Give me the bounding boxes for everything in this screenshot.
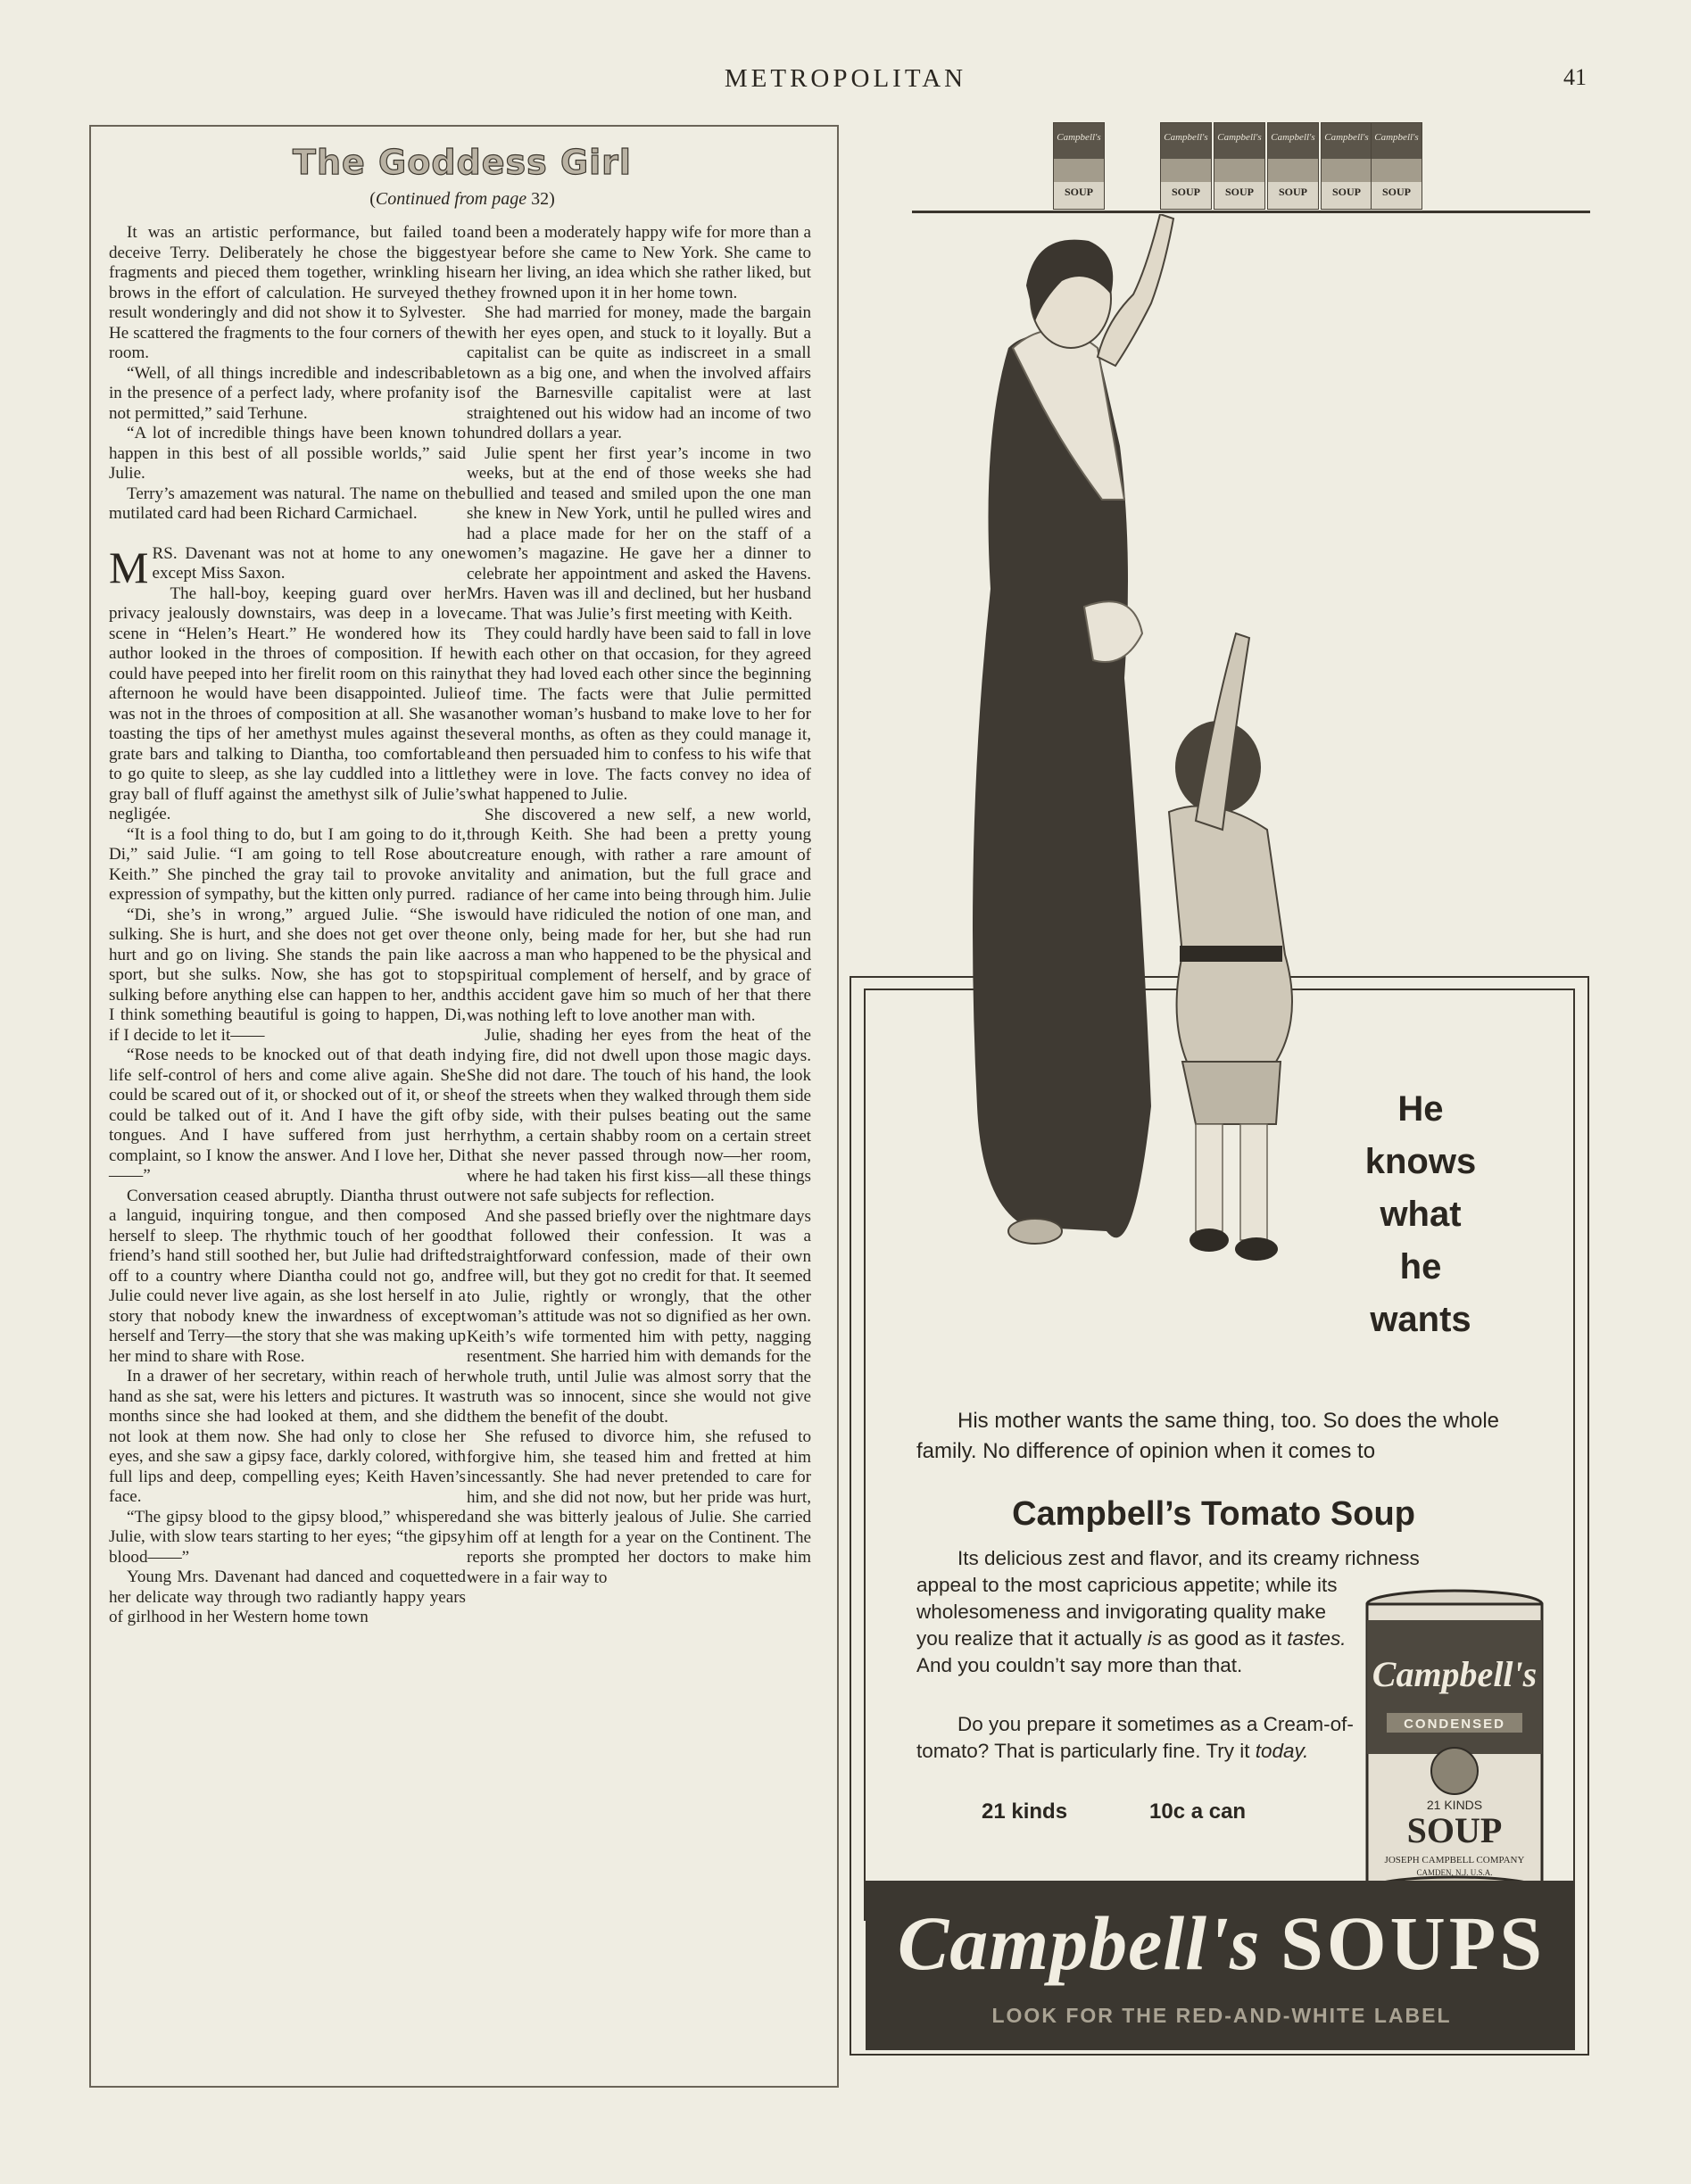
dropcap-paragraph: MRS. Davenant was not at home to any one except Miss Saxon. [109, 542, 466, 592]
magazine-title: METROPOLITAN [724, 64, 967, 93]
ad-product-name: Campbell’s Tomato Soup [1012, 1495, 1415, 1533]
can-company-text: JOSEPH CAMPBELL COMPANY [1384, 1855, 1525, 1866]
shelf-can: Campbell's SOUP [1321, 122, 1372, 210]
paragraph: She refused to divorce him, she refused to forgive him, she teased him and fretted at him incessantly. She had never pretended to care for him, and she did not now, but her pride was hurt, and she was bitterly jealous of Julie. She carried him off at length for a year on the Continent. The reports she prompted her doctors to make him were in a fair way to [467, 1427, 811, 1587]
page-number: 41 [1563, 64, 1587, 90]
article-column-left [109, 223, 466, 1628]
paragraph: In a drawer of her secretary, within reach of her hand as she sat, were his letters and pictures. It was months since she had looked at them, and she did not look at them now. She had only to close her eyes, and she saw a gipsy face, darkly colored, with full lips and deep, compelling eyes; Keith Haven’s face. [109, 1367, 466, 1506]
ad-kinds-count: 21 kinds [982, 1799, 1068, 1824]
shelf-can: Campbell's SOUP [1160, 122, 1212, 210]
paragraph: Terry’s amazement was natural. The name on the mutilated card had been Richard Carmichael. [109, 484, 466, 523]
ad-banner-brand: Campbell's SOUPS [897, 1900, 1546, 1986]
drop-cap: M [109, 542, 149, 592]
paragraph: She discovered a new self, a new world, through Keith. She had been a pretty young creature enough, with rather a rare amount of vitality and animation, but the full grace and radiance of her came into being through him. Julie would have ridiculed the notion of one man, and one only, being made for her, but she had run across a man who happened to be the physical and spiritual complement of herself, and by grace of this accident gave him so much of her that there was nothing left to love another man with. [467, 805, 811, 1025]
paragraph: and been a moderately happy wife for more than a year before she came to New York. She came to earn her living, an idea which she rather liked, but they frowned upon it in her home town. [467, 223, 811, 302]
can-brand-text: Campbell's [1372, 1654, 1538, 1694]
paragraph: Young Mrs. Davenant had danced and coquetted her delicate way through two radiantly happy years of girlhood in her Western home town [109, 1568, 466, 1626]
ad-headline: He knows what he wants [1364, 1089, 1477, 1339]
paragraph: Julie, shading her eyes from the heat of the dying fire, did not dwell upon those magic days. She did not dare. The touch of his hand, the look of the streets when they walked through them side by side, with their pulses beating out the same rhythm, a certain shabby room on a certain street that she never passed through now—her room, where he had taken his first kiss—all these things were not safe subjects for reflection. [467, 1026, 811, 1205]
can-soup-text: SOUP [1406, 1810, 1503, 1850]
article-column-right [467, 223, 811, 1588]
can-kinds-text: 21 KINDS [1426, 1798, 1483, 1812]
paragraph: It was an artistic performance, but failed to deceive Terry. Deliberately he chose the biggest fragments and pieced them together, wrinkling his brows in the effort of calculation. He surveyed the result wonderingly and did not show it to Sylvester. He scattered the fragments to the four corners of the room. [109, 223, 466, 362]
paragraph: “Well, of all things incredible and indescribable in the presence of a perfect lady, where profanity is not permitted,” said Terhune. [109, 363, 466, 423]
shelf-can: Campbell's SOUP [1267, 122, 1319, 210]
can-city-text: CAMDEN, N.J. U.S.A. [1416, 1868, 1493, 1877]
can-condensed-text: CONDENSED [1404, 1717, 1505, 1732]
shelf-can: Campbell's SOUP [1214, 122, 1265, 210]
paragraph: Conversation ceased abruptly. Diantha thrust out a languid, inquiring tongue, and then composed herself to sleep. The rhythmic touch of her good friend’s hand still soothed her, but Julie had drifted off to a country where Diantha could not go, and Julie could never live again, as she lost herself in a story that nobody knew the inwardness of except herself and Terry—the story that she was making up her mind to share with Rose. [109, 1186, 466, 1366]
shelf-can: Campbell's SOUP [1371, 122, 1422, 210]
continued-note: (Continued from page 32) [369, 189, 555, 209]
paragraph: The hall-boy, keeping guard over her privacy jealously downstairs, was deep in a love scene in “Helen’s Heart.” He wondered how its author looked in the throes of composition. If he could have peeped into her firelit room on this rainy afternoon he would have been disappointed. Julie was not in the throes of composition at all. She was toasting the tips of her amethyst mules against the grate bars and talking to Diantha, too comfortable to go quite to sleep, as she lay cuddled into a little gray ball of fluff against the amethyst silk of Julie’s negligée. [109, 583, 466, 823]
paragraph: “Rose needs to be knocked out of that death in life self-control of hers and come alive again. She could be scared out of it, or shocked out of it, or she could be talked out of it. And I have the gift of tongues. And I have suffered from just her complaint, so I know the answer. And I love her, Di——” [109, 1046, 466, 1185]
paragraph: “The gipsy blood to the gipsy blood,” whispered Julie, with slow tears starting to her eyes; “the gipsy blood——” [109, 1507, 466, 1567]
paragraph: They could hardly have been said to fall in love with each other on that occasion, for they agreed that they had loved each other since the beginning of time. The facts were that Julie permitted another woman’s husband to make love to her for several months, as often as they could manage it, and then persuaded him to confess to his wife that they were in love. The facts convey no idea of what happened to Julie. [467, 625, 811, 804]
shelf [912, 211, 1590, 213]
paragraph: “Di, she’s in wrong,” argued Julie. “She is sulking. She is hurt, and she does not get over the hurt and go on living. She stands the pain like a sport, but she sulks. Now, she has got to stop sulking before anything else can happen to her, and I think something beautiful is going to happen, Di, if I decide to let it—— [109, 905, 466, 1045]
soup-can-illustration [1364, 1588, 1546, 1905]
ad-body-intro: His mother wants the same thing, too. So does the whole family. No difference of opinion when it comes to [916, 1409, 1499, 1463]
ad-banner-tagline: LOOK FOR THE RED-AND-WHITE LABEL [991, 2004, 1452, 2027]
paragraph: “It is a fool thing to do, but I am going to do it, Di,” said Julie. “I am going to tell Rose about Keith.” She pinched the gray tail to provoke an expression of sympathy, but the kitten only purred. [109, 824, 466, 904]
paragraph: And she passed briefly over the nightmare days that followed their confession. It was a straightforward confession, made of their own free will, but they got no credit for that. It seemed to Julie, rightly or wrongly, that the other woman’s attitude was not so dignified as her own. Keith’s wife tormented him with petty, nagging resentment. She harried him with demands for the whole truth, until Julie was almost sorry that the truth was so innocent, since she would not give them the benefit of the doubt. [467, 1206, 811, 1427]
shelf-can: Campbell's SOUP [1053, 122, 1105, 210]
ad-price: 10c a can [1149, 1799, 1247, 1824]
paragraph: She had married for money, made the bargain with her eyes open, and stuck to it loyally. But a capitalist can be quite as indiscreet in a small town as a big one, and when the involved affairs of the Barnesville capitalist were at last straightened out his widow had an income of two hundred dollars a year. [467, 303, 811, 443]
article-title: The Goddess Girl [293, 143, 632, 182]
ad-body-suggestion: Do you prepare it sometimes as a Cream-of-tomato? That is particularly fine. Try it today. [916, 1713, 1354, 1762]
paragraph: “A lot of incredible things have been known to happen in this best of all possible worlds,” said Julie. [109, 424, 466, 483]
mother-and-child-illustration [928, 214, 1303, 1410]
paragraph: Julie spent her first year’s income in two weeks, but at the end of those weeks she had bullied and teased and smiled upon the one man she knew in New York, until he pulled wires and had a place made for her on the staff of a women’s magazine. He gave her a dinner to celebrate her appointment and asked the Havens. Mrs. Haven was ill and declined, but her husband came. That was Julie’s first meeting with Keith. [467, 443, 811, 624]
